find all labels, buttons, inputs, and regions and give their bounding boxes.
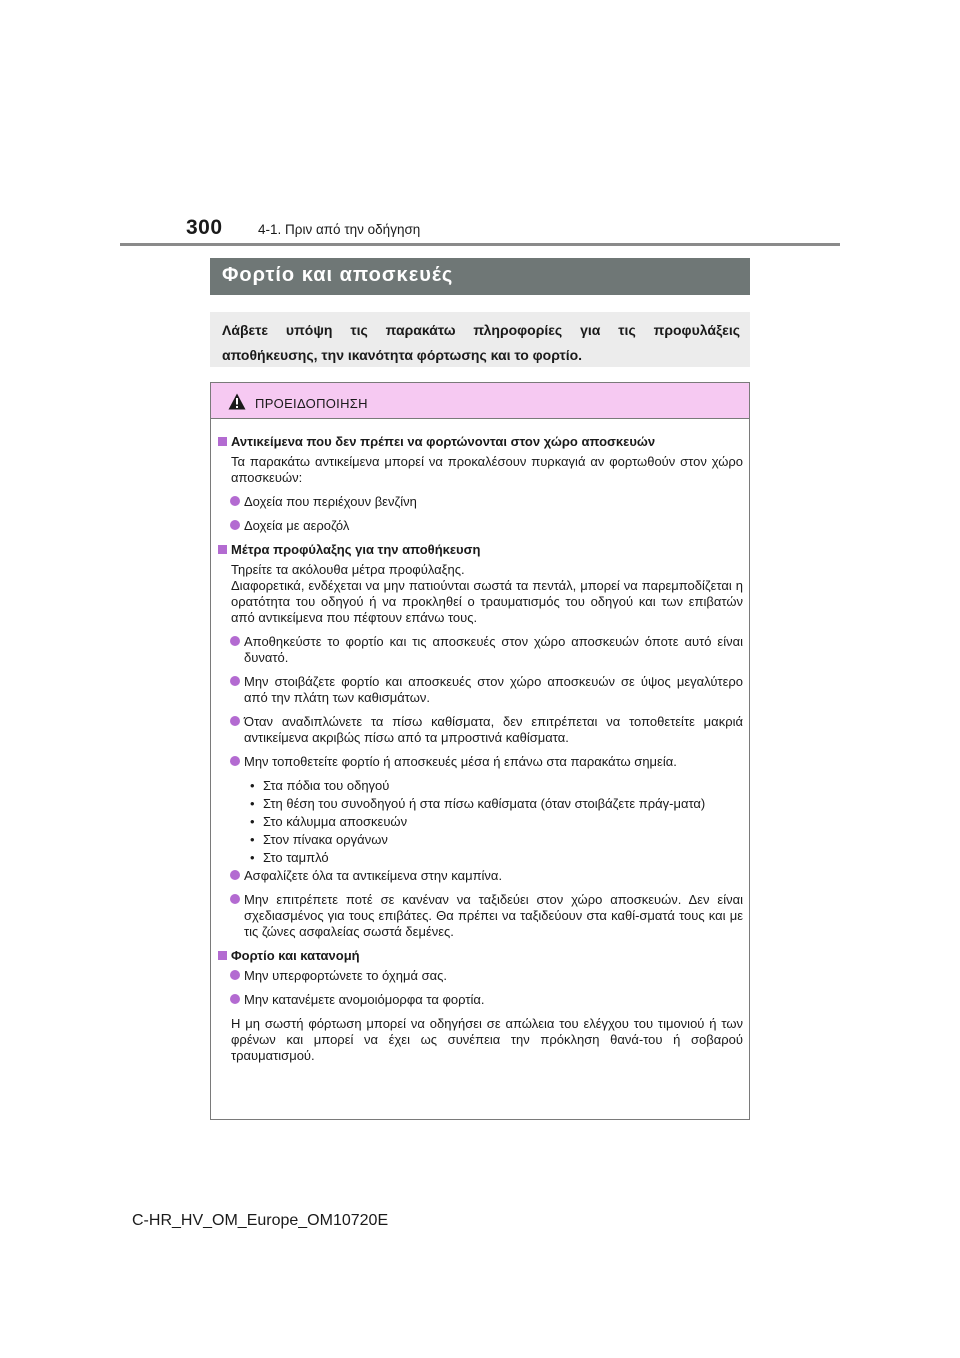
sub-list-item: • Στον πίνακα οργάνων — [250, 832, 743, 848]
bullet-item: Αποθηκεύστε το φορτίο και τις αποσκευές στον χώρο αποσκευών όποτε αυτό είναι δυνατό. — [217, 634, 743, 666]
warning-heading-1: Αντικείμενα που δεν πρέπει να φορτώνονται στον χώρο αποσκευών — [217, 434, 743, 450]
bullet-item: Όταν αναδιπλώνετε τα πίσω καθίσματα, δεν επιτρέπεται να τοποθετείτε μακριά αντικείμενα ακριβώς πίσω από τα μπροστινά καθίσματα. — [217, 714, 743, 746]
document-footer: C-HR_HV_OM_Europe_OM10720E — [132, 1212, 389, 1229]
warning-heading-3: Φορτίο και κατανομή — [217, 948, 743, 964]
page-number: 300 — [186, 216, 223, 239]
warning-triangle-icon — [228, 393, 246, 410]
section-label: 4-1. Πριν από την οδήγηση — [258, 222, 421, 237]
warning-box — [210, 382, 750, 1120]
warning-title: ΠΡΟΕΙΔΟΠΟΙΗΣΗ — [255, 396, 368, 411]
warning-paragraph: Η μη σωστή φόρτωση μπορεί να οδηγήσει σε απώλεια του ελέγχου του τιμονιού ή των φρένων και μπορεί να έχει ως συνέπεια την πρόκληση θανά-του ή σοβαρού τραυματισμού. — [231, 1016, 743, 1063]
warning-body — [211, 419, 749, 1064]
sub-list-item: • Στα πόδια του οδηγού — [250, 778, 743, 794]
page-title: Φορτίο και αποσκευές — [222, 264, 454, 286]
sub-list — [217, 778, 743, 866]
sub-list-item: • Στο ταμπλό — [250, 850, 743, 866]
sub-list-item: • Στη θέση του συνοδηγού ή στα πίσω καθίσματα (όταν στοιβάζετε πράγ-ματα) — [250, 796, 743, 812]
section-title-bar — [210, 258, 750, 295]
warning-paragraph: Τηρείτε τα ακόλουθα μέτρα προφύλαξης. — [231, 562, 465, 577]
intro-box: Λάβετε υπόψη τις παρακάτω πληροφορίες για τις προφυλάξεις αποθήκευσης, την ικανότητα φόρτωσης και το φορτίο. — [210, 312, 750, 367]
bullet-item: Μην τοποθετείτε φορτίο ή αποσκευές μέσα ή επάνω στα παρακάτω σημεία. — [217, 754, 743, 770]
bullet-item: Μην επιτρέπετε ποτέ σε κανέναν να ταξιδεύει στον χώρο αποσκευών. Δεν είναι σχεδιασμένος για τους επιβάτες. Θα πρέπει να ταξιδεύουν στα καθί-σματά τους και με τις ζώνες ασφαλείας σωστά δεμένες. — [217, 892, 743, 940]
bullet-item: Ασφαλίζετε όλα τα αντικείμενα στην καμπίνα. — [217, 868, 743, 884]
warning-header — [211, 383, 749, 419]
warning-paragraph: Τα παρακάτω αντικείμενα μπορεί να προκαλέσουν πυρκαγιά αν φορτωθούν στον χώρο αποσκευών: — [231, 454, 743, 485]
header-rule — [120, 243, 840, 246]
sub-list-item: • Στο κάλυμμα αποσκευών — [250, 814, 743, 830]
bullet-item: Δοχεία που περιέχουν βενζίνη — [217, 494, 743, 510]
bullet-item: Δοχεία με αεροζόλ — [217, 518, 743, 534]
warning-paragraph: Διαφορετικά, ενδέχεται να μην πατιούνται σωστά τα πεντάλ, μπορεί να παρεμποδίζεται η ορατότητα του οδηγού ή να προκληθεί ο τραυματισμός του οδηγού και των επιβατών από αντικείμενα που πέφτουν επάνω τους. — [231, 578, 743, 625]
bullet-item: Μην στοιβάζετε φορτίο και αποσκευές στον χώρο αποσκευών σε ύψος μεγαλύτερο από την πλάτη των καθισμάτων. — [217, 674, 743, 706]
warning-heading-2: Μέτρα προφύλαξης για την αποθήκευση — [217, 542, 743, 558]
bullet-item: Μην κατανέμετε ανομοιόμορφα τα φορτία. — [217, 992, 743, 1008]
bullet-item: Μην υπερφορτώνετε το όχημά σας. — [217, 968, 743, 984]
